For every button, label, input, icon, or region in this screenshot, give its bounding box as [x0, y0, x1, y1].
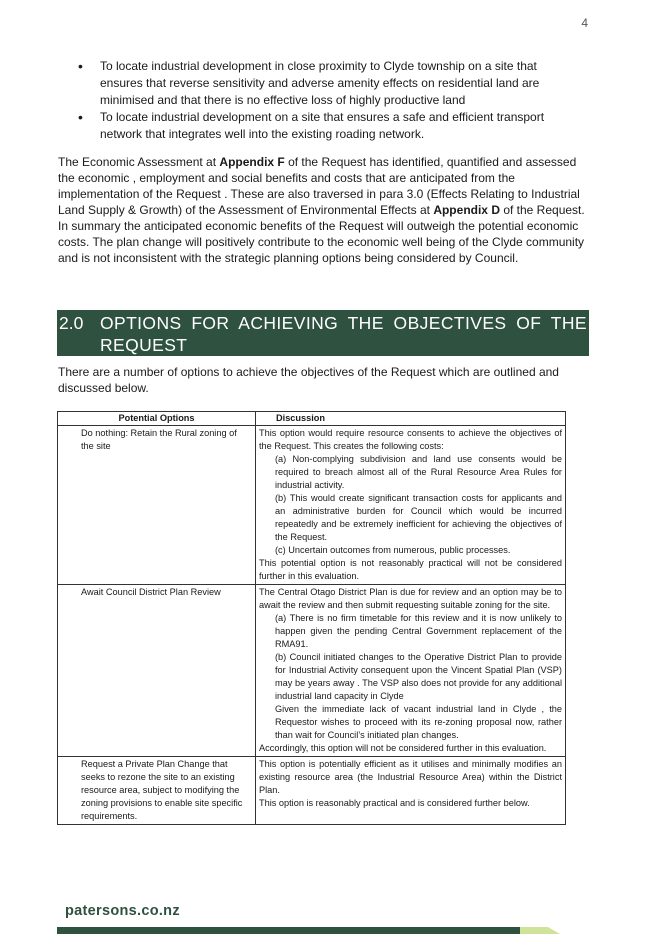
section-title: OPTIONS FOR ACHIEVING THE OBJECTIVES OF THE REQUEST: [100, 313, 587, 355]
para-text: of the Request has identified, quantified and assessed the economic , employment and social benefits and costs that are anticipated from the implementation of the Request . These are also traversed in para 3.0 (Effects Relating to Industrial Land Supply & Growth) of the Assessment of Environmental Effects at: [58, 155, 580, 217]
objectives-bullet-list: [78, 58, 578, 143]
section-intro: There are a number of options to achieve the objectives of the Request which are outlined and discussed below.: [58, 365, 559, 395]
appendix-d-ref: Appendix D: [433, 203, 500, 217]
option-cell: Await Council District Plan Review: [58, 585, 256, 757]
discussion-subpoint: (b) Council initiated changes to the Operative District Plan to provide for Industrial Activity consequent upon the Vincent Spatial Plan (VSP) may be years away . The VSP also does not provide for any additional industrial land capacity in Clyde: [275, 652, 562, 701]
section-number: 2.0: [59, 313, 84, 333]
para-text: of the Request. In summary the anticipated economic benefits of the Request will outweigh the potential economic costs. The plan change will positively contribute to the economic well being of the Clyde community and is not inconsistent with the strategic planning options being considered by Council.: [58, 203, 585, 265]
option-cell: Do nothing: Retain the Rural zoning of the site: [58, 426, 256, 585]
discussion-conclusion: Accordingly, this option will not be considered further in this evaluation.: [259, 743, 547, 753]
bullet-item: • To locate industrial development on a site that ensures a safe and efficient transport network that integrates well into the existing roading network.: [78, 109, 578, 143]
discussion-cell: [256, 585, 566, 757]
page-number: 4: [581, 16, 588, 30]
discussion-lead: This option is potentially efficient as it utilises and minimally modifies an existing resource area (the Industrial Resource Area) within the District Plan.: [259, 759, 562, 795]
discussion-lead: The Central Otago District Plan is due for review and an option may be to await the review and then submit requesting suitable zoning for the site.: [259, 587, 562, 610]
discussion-conclusion: This potential option is not reasonably practical will not be considered further in this evaluation.: [259, 558, 562, 581]
header-potential-options: Potential Options: [58, 412, 256, 426]
table-header-row: [58, 412, 566, 426]
table-row: [58, 585, 566, 757]
table-row: [58, 757, 566, 825]
bullet-item: • To locate industrial development in close proximity to Clyde township on a site that ensures that reverse sensitivity and adverse amenity effects on residential land are minimised and that there is no effective loss of highly productive land: [78, 58, 578, 109]
footer-accent-stripe: [520, 927, 560, 934]
footer-bar: [57, 927, 527, 934]
header-discussion: Discussion: [256, 412, 566, 426]
discussion-lead: This option would require resource consents to achieve the objectives of the Request. This creates the following costs:: [259, 428, 562, 451]
economic-assessment-paragraph: [58, 154, 590, 266]
discussion-subpoint: (a) Non-complying subdivision and land use consents would be required to breach almost all of the Rural Resource Area Rules for industrial activity.: [275, 454, 562, 490]
footer-logo[interactable]: patersons.co.nz: [65, 903, 180, 919]
discussion-subpoint: Given the immediate lack of vacant industrial land in Clyde , the Requestor wishes to proceed with its re-zoning proposal now, rather than wait for Council’s initiated plan changes.: [275, 704, 562, 740]
discussion-subpoint: (a) There is no firm timetable for this review and it is now unlikely to happen given the pending Central Government replacement of the RMA91.: [275, 613, 562, 649]
appendix-f-ref: Appendix F: [219, 155, 285, 169]
discussion-conclusion: This option is reasonably practical and is considered further below.: [259, 798, 530, 808]
para-text: The Economic Assessment at: [58, 155, 220, 169]
discussion-subpoint: (c) Uncertain outcomes from numerous, public processes.: [275, 545, 511, 555]
section-heading: [57, 310, 589, 356]
options-table: [57, 411, 566, 825]
table-row: [58, 426, 566, 585]
discussion-cell: [256, 426, 566, 585]
discussion-cell: [256, 757, 566, 825]
discussion-subpoint: (b) This would create significant transaction costs for applicants and an administrative burden for Council which would be incurred repeatedly and be extremely inefficient for achieving the objectives of the Request.: [275, 493, 562, 542]
option-cell: Request a Private Plan Change that seeks to rezone the site to an existing resource area, subject to modifying the zoning provisions to enable site specific requirements.: [58, 757, 256, 825]
